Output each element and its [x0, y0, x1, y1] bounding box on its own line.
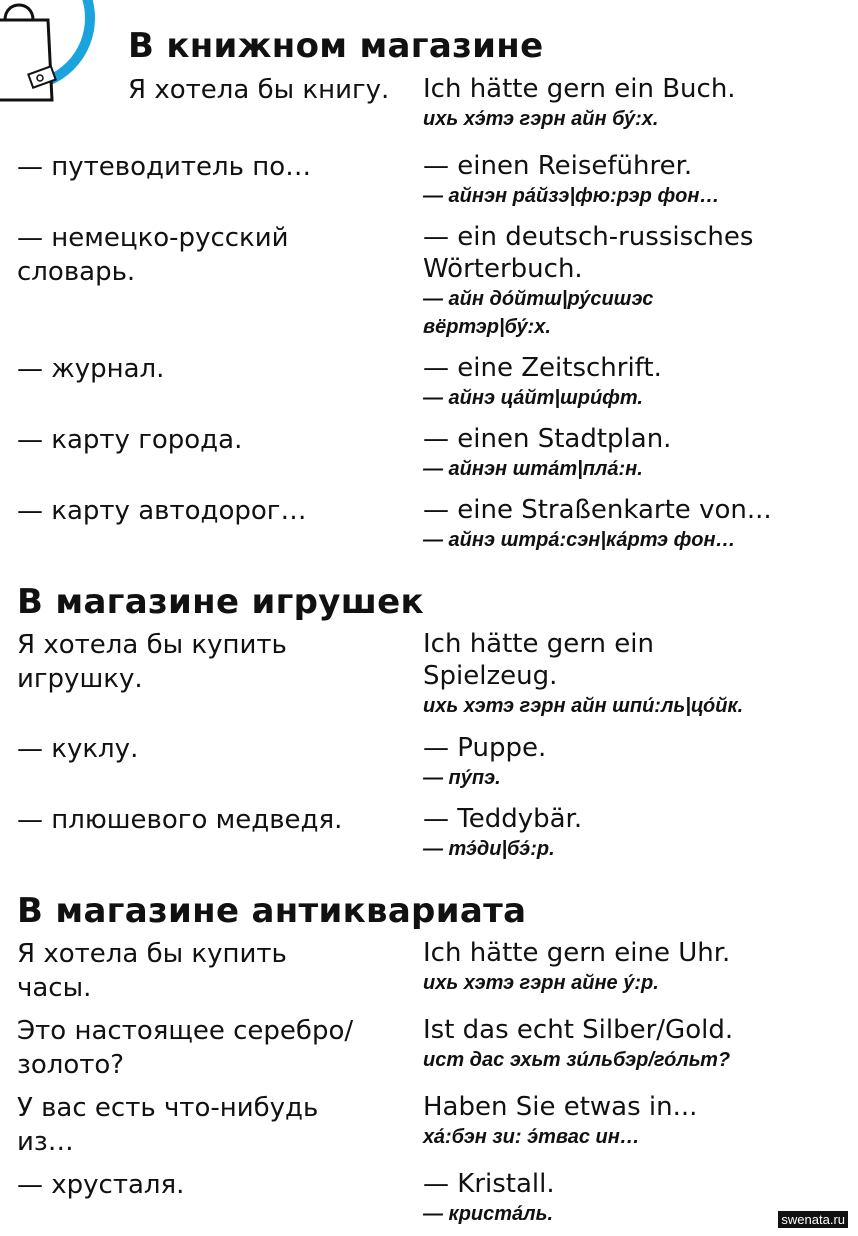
phrase-ru: Я хотела бы книгу.: [128, 75, 390, 105]
phrase-de: Ist das echt Silber/Gold.: [423, 1015, 734, 1045]
phrase-de-block: [423, 73, 853, 133]
phrase-transcription: ист дас эхьт зи́льбэр/го́льт?: [423, 1049, 731, 1071]
phrase-transcription: ихь хэтэ гэрн айне у́:р.: [423, 972, 659, 994]
phrase-de: — eine Zeitschrift.: [423, 353, 662, 383]
phrase-de: — einen Reiseführer.: [423, 151, 693, 181]
phrase-transcription: — пу́пэ.: [423, 767, 501, 789]
phrase-de-block: [423, 423, 853, 483]
phrase-ru: Я хотела бы купить часы.: [17, 939, 287, 1003]
phrase-de: — Kristall.: [423, 1169, 555, 1199]
phrase-de-block: [423, 494, 853, 554]
phrase-ru: — карту автодорог…: [17, 496, 307, 526]
phrase-transcription: ха́:бэн зи: э́твас ин…: [423, 1126, 640, 1148]
phrase-ru: — плюшевого медведя.: [17, 805, 343, 835]
phrase-ru: — хрусталя.: [17, 1170, 185, 1200]
phrase-transcription: — айнэн ра́йзэ|фю:рэр фон…: [423, 185, 720, 207]
phrase-ru: — карту города.: [17, 425, 243, 455]
phrase-transcription: — айнэ ца́йт|шри́фт.: [423, 387, 643, 409]
phrase-de: Ich hätte gern ein Buch.: [423, 74, 736, 104]
phrase-de: — einen Stadtplan.: [423, 424, 672, 454]
phrase-ru: — журнал.: [17, 354, 165, 384]
phrase-de-block: [423, 937, 853, 997]
phrase-de-block: [423, 1014, 853, 1074]
phrase-de-block: [423, 221, 823, 341]
phrase-de-block: [423, 628, 744, 720]
phrase-transcription: — тэ́ди|бэ́:р.: [423, 838, 555, 860]
phrase-de: — Teddybär.: [423, 804, 583, 834]
phrase-ru: — немецко-русский словарь.: [17, 223, 289, 287]
phrase-transcription: — айнэ штра́:сэн|ка́ртэ фон…: [423, 529, 736, 551]
phrase-de: — eine Straßenkarte von...: [423, 495, 772, 525]
section-title-bookstore: В книжном магазине: [128, 26, 544, 66]
phrase-transcription: ихь хэтэ гэрн айн шпи́:ль|цо́йк.: [423, 695, 744, 717]
phrase-de: Ich hätte gern ein Spielzeug.: [423, 629, 654, 691]
section-title-antique-store: В магазине антиквариата: [17, 891, 527, 931]
phrase-ru: — путеводитель по…: [17, 152, 312, 182]
phrase-de-block: [423, 150, 853, 210]
phrase-ru: Я хотела бы купить игрушку.: [17, 630, 287, 694]
phrase-de: Ich hätte gern eine Uhr.: [423, 938, 731, 968]
phrase-transcription: — айн до́йтш|ру́сишэс вёртэр|бу́:х.: [423, 288, 654, 338]
watermark: swenata.ru: [778, 1211, 848, 1228]
phrase-de: Haben Sie etwas in...: [423, 1092, 698, 1122]
phrase-ru: Это настоящее серебро/ золото?: [17, 1016, 354, 1080]
phrase-transcription: — айнэн шта́т|пла́:н.: [423, 458, 643, 480]
shopping-bag-icon: [0, 0, 100, 125]
phrase-ru: — куклу.: [17, 734, 139, 764]
phrase-de: — Puppe.: [423, 733, 547, 763]
phrase-de-block: [423, 803, 853, 863]
phrase-transcription: ихь хэ́тэ гэрн айн бу́:х.: [423, 108, 659, 130]
phrase-de-block: [423, 1091, 853, 1151]
phrase-transcription: — криста́ль.: [423, 1203, 554, 1225]
phrase-de-block: [423, 352, 853, 412]
phrase-ru: У вас есть что-нибудь из…: [17, 1093, 319, 1157]
section-title-toy-store: В магазине игрушек: [17, 582, 424, 622]
phrase-de: — ein deutsch-russisches Wörterbuch.: [423, 222, 754, 284]
phrase-de-block: [423, 732, 853, 792]
